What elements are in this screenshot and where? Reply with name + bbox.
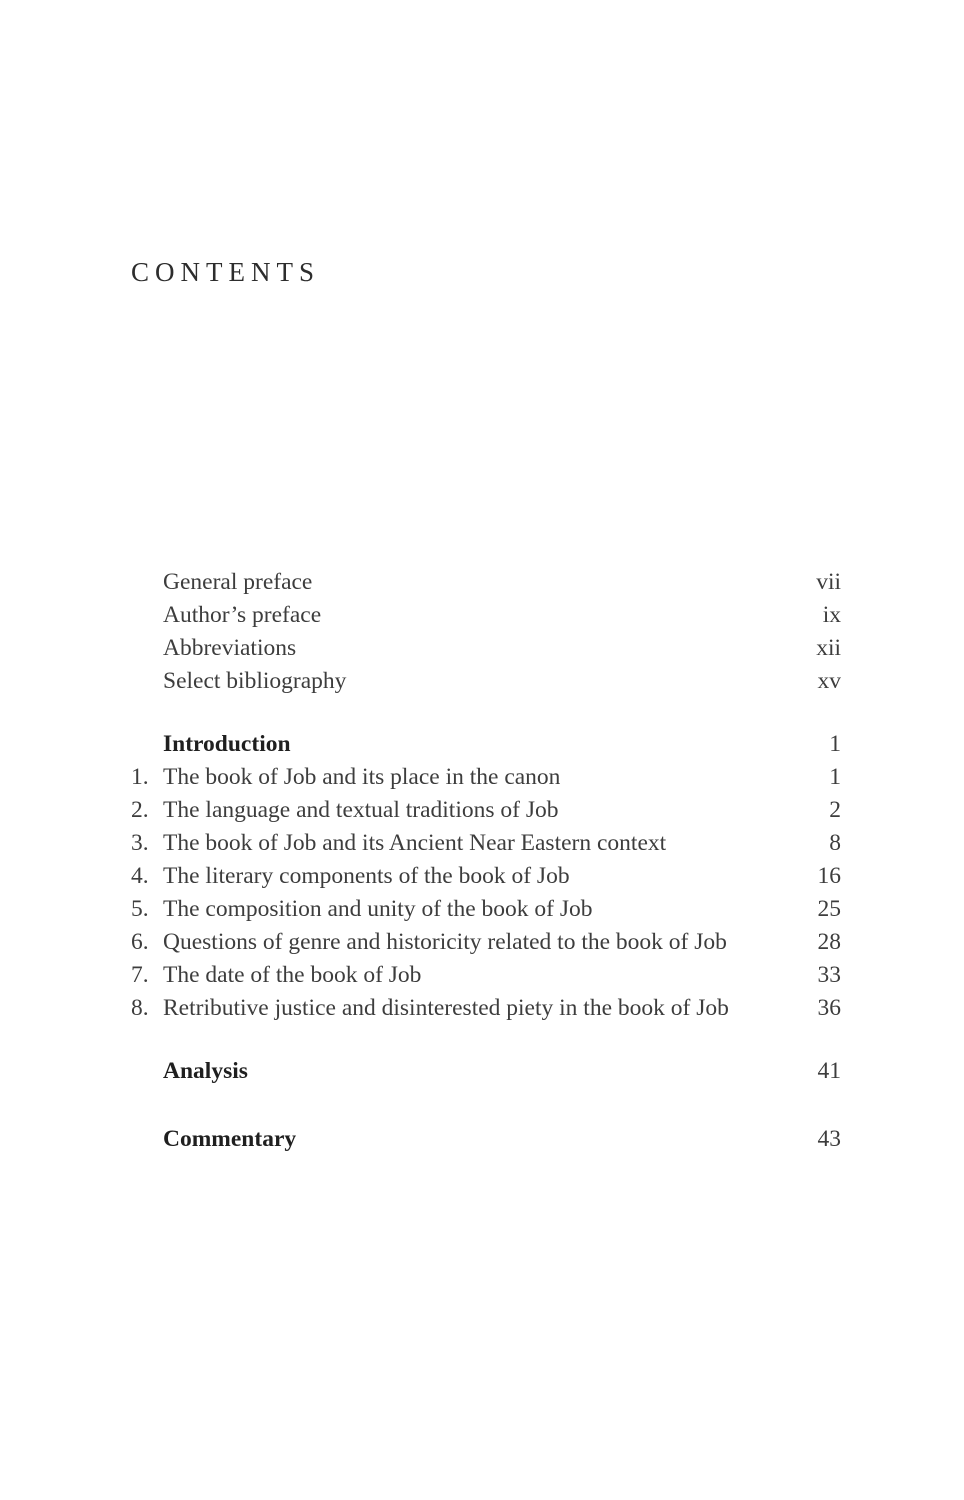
entry-title: The book of Job and its place in the canon [163,764,561,790]
entry-title: General preface [163,569,313,595]
entry-page-number: 16 [817,863,841,889]
section-heading-title: Introduction [163,731,291,757]
entry-page-number: 2 [829,797,841,823]
toc-entry [131,632,841,665]
entry-number: 2. [131,797,149,823]
entry-number: 1. [131,764,149,790]
section-heading-title: Analysis [163,1058,248,1084]
toc-section-heading [131,1123,841,1156]
entry-title: Abbreviations [163,635,297,661]
entry-title: The date of the book of Job [163,962,422,988]
entry-number: 3. [131,830,149,856]
toc-entry [131,599,841,632]
toc-entry [131,665,841,698]
entry-title: The book of Job and its Ancient Near Eastern context [163,830,667,856]
entry-title: Select bibliography [163,668,347,694]
entry-page-number: 1 [829,731,841,757]
entry-number: 8. [131,995,149,1021]
entry-title: The language and textual traditions of Job [163,797,559,823]
toc-section-heading [131,1055,841,1088]
entry-number: 7. [131,962,149,988]
entry-number: 5. [131,896,149,922]
toc-entry [131,566,841,599]
section-heading-title: Commentary [163,1126,297,1152]
table-of-contents [131,566,841,1156]
page-title: CONTENTS [131,257,320,287]
entry-number: 6. [131,929,149,955]
entry-number: 4. [131,863,149,889]
toc-entry [131,959,841,992]
entry-page-number: 43 [817,1126,841,1152]
entry-page-number: 25 [817,896,841,922]
toc-entry [131,926,841,959]
entry-page-number: 36 [817,995,841,1021]
entry-page-number: xv [817,668,841,694]
toc-entry [131,827,841,860]
toc-entry [131,860,841,893]
toc-entry [131,992,841,1025]
entry-page-number: 33 [817,962,841,988]
entry-page-number: 28 [817,929,841,955]
entry-title: The literary components of the book of Job [163,863,570,889]
toc-section-heading [131,728,841,761]
toc-entry [131,794,841,827]
entry-page-number: 41 [817,1058,841,1084]
entry-title: Questions of genre and historicity related to the book of Job [163,929,727,955]
entry-page-number: 1 [829,764,841,790]
entry-title: The composition and unity of the book of Job [163,896,593,922]
entry-title: Retributive justice and disinterested piety in the book of Job [163,995,729,1021]
toc-entry [131,893,841,926]
entry-page-number: ix [822,602,841,628]
entry-page-number: 8 [829,830,841,856]
entry-title: Author’s preface [163,602,322,628]
entry-page-number: xii [816,635,841,661]
entry-page-number: vii [816,569,841,595]
toc-entry [131,761,841,794]
